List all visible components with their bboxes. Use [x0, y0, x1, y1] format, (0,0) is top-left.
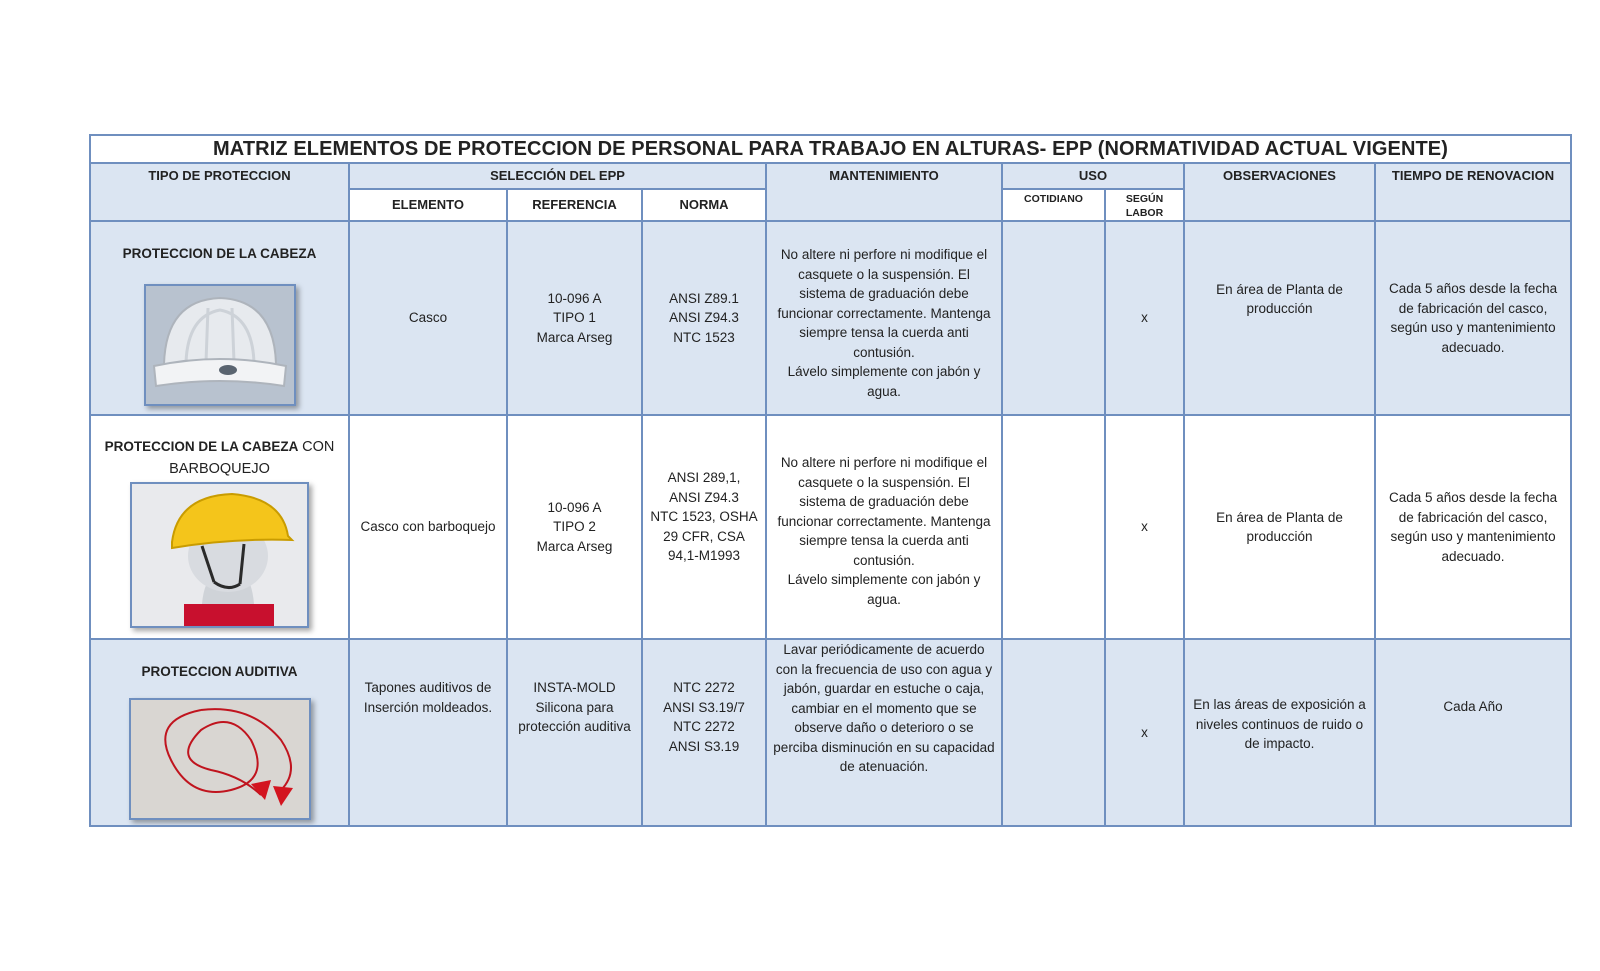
norma-cell: NTC 2272 ANSI S3.19/7 NTC 2272 ANSI S3.19 [642, 639, 766, 826]
segun-labor-cell: x [1105, 221, 1184, 415]
header-norma: NORMA [642, 189, 766, 221]
header-mantenimiento: MANTENIMIENTO [766, 163, 1002, 221]
cotidiano-cell [1002, 415, 1105, 639]
tipo-cell [90, 221, 349, 415]
observaciones-cell [1184, 639, 1375, 826]
tipo-cell [90, 639, 349, 826]
helmet-chinstrap-photo [130, 482, 309, 628]
header-tiempo: TIEMPO DE RENOVACION [1375, 163, 1571, 221]
referencia-cell: INSTA-MOLD Silicona para protección auditiva [507, 639, 642, 826]
observaciones-cell: En área de Planta de producción [1184, 415, 1375, 639]
protection-type: PROTECCION DE LA CABEZA [122, 246, 317, 261]
earplugs-photo [129, 698, 311, 820]
segun-labor-cell: x [1105, 639, 1184, 826]
tiempo-cell: Cada Año [1375, 639, 1571, 826]
cotidiano-cell [1002, 639, 1105, 826]
protection-type: PROTECCION AUDITIVA [141, 664, 298, 679]
elemento-cell: Casco con barboquejo [349, 415, 507, 639]
tiempo-cell: Cada 5 años desde la fecha de fabricación del casco, según uso y mantenimiento adecuado. [1375, 221, 1571, 415]
elemento-cell: Tapones auditivos de Inserción moldeados. [349, 639, 507, 826]
mantenimiento-cell: No altere ni perfore ni modifique el casquete o la suspensión. El sistema de graduación debe funcionar correctamente. Mantenga siempre tensa la cuerda anti contusión. Lávelo simplemente con jabón y agua. [766, 415, 1002, 639]
table-row [90, 639, 1571, 826]
header-referencia: REFERENCIA [507, 189, 642, 221]
matrix-title: MATRIZ ELEMENTOS DE PROTECCION DE PERSONAL PARA TRABAJO EN ALTURAS- EPP (NORMATIVIDAD ACTUAL VIGENTE) [90, 135, 1571, 163]
observaciones-text: En área de Planta de producción [1216, 281, 1343, 316]
header-observaciones: OBSERVACIONES [1184, 163, 1375, 221]
elemento-cell: Casco [349, 221, 507, 415]
table-row [90, 415, 1571, 639]
yellow-helmet-icon [132, 484, 307, 626]
header-segun-labor [1105, 189, 1184, 221]
white-helmet-icon [146, 286, 294, 404]
header-tipo: TIPO DE PROTECCION [90, 163, 349, 221]
protection-type: PROTECCION DE LA CABEZA [104, 439, 299, 454]
tipo-cell [90, 415, 349, 639]
norma-cell: ANSI Z89.1 ANSI Z94.3 NTC 1523 [642, 221, 766, 415]
header-uso: USO [1002, 163, 1184, 189]
observaciones-cell [1184, 221, 1375, 415]
header-seleccion: SELECCIÓN DEL EPP [349, 163, 766, 189]
tiempo-cell: Cada 5 años desde la fecha de fabricación del casco, según uso y mantenimiento adecuado. [1375, 415, 1571, 639]
observaciones-text: En las áreas de exposición a niveles continuos de ruido o de impacto. [1193, 697, 1366, 752]
header-cotidiano: COTIDIANO [1002, 189, 1105, 221]
protection-type-extra: CON BARBOQUEJO [169, 439, 335, 477]
epp-matrix-table [89, 134, 1572, 827]
helmet-photo [144, 284, 296, 406]
header-elemento: ELEMENTO [349, 189, 507, 221]
table-row [90, 221, 1571, 415]
referencia-cell: 10-096 A TIPO 1 Marca Arseg [507, 221, 642, 415]
segun-labor-cell: x [1105, 415, 1184, 639]
norma-cell: ANSI 289,1, ANSI Z94.3 NTC 1523, OSHA 29 CFR, CSA 94,1-M1993 [642, 415, 766, 639]
referencia-cell: 10-096 A TIPO 2 Marca Arseg [507, 415, 642, 639]
mantenimiento-cell: Lavar periódicamente de acuerdo con la frecuencia de uso con agua y jabón, guardar en estuche o caja, cambiar en el momento que se observe daño o deterioro o se perciba disminución en su capacidad de atenuación. [766, 639, 1002, 826]
segun-labor-label: SEGÚN LABOR [1125, 193, 1164, 219]
cotidiano-cell [1002, 221, 1105, 415]
earplugs-icon [131, 700, 309, 818]
mantenimiento-cell: No altere ni perfore ni modifique el casquete o la suspensión. El sistema de graduación debe funcionar correctamente. Mantenga siempre tensa la cuerda anti contusión. Lávelo simplemente con jabón y agua. [766, 221, 1002, 415]
